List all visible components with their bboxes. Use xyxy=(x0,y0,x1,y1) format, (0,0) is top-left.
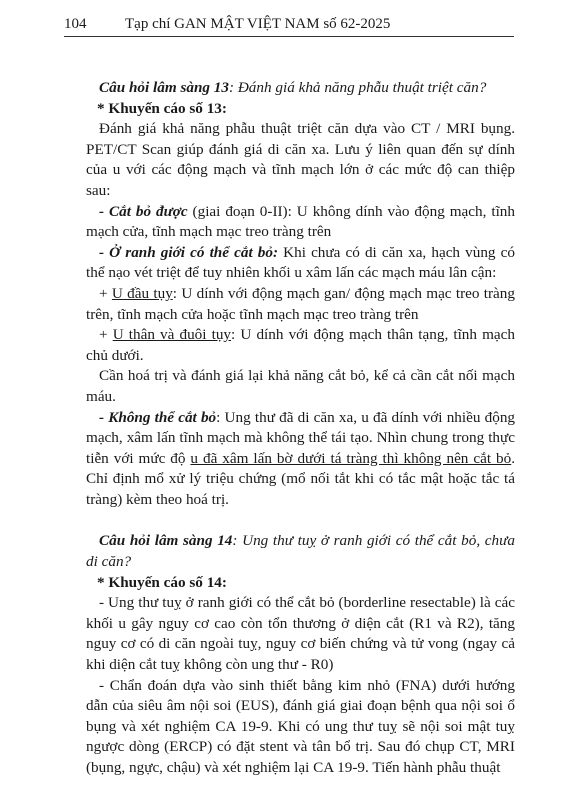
head-prefix: + xyxy=(99,284,112,302)
section-gap xyxy=(86,510,515,531)
head-label: U đầu tụy xyxy=(111,284,173,302)
unresectable-paragraph xyxy=(86,408,515,511)
borderline-paragraph xyxy=(86,243,515,284)
chemotherapy-paragraph: Cần hoá trị và đánh giá lại khả năng cắt bỏ, kể cả cần cắt nối mạch máu. xyxy=(86,367,515,405)
body-tail-label: U thân và đuôi tụy xyxy=(112,326,232,344)
running-header xyxy=(64,12,514,36)
borderline-label: - Ở ranh giới có thể cắt bỏ: xyxy=(99,243,279,261)
clinical-question-13 xyxy=(86,78,515,99)
page-number: 104 xyxy=(64,16,87,32)
head-text: : U dính với động mạch gan/ động mạch mạc treo tràng trên, tĩnh mạch cửa hoặc tĩnh mạch mạc treo tràng trên xyxy=(86,284,515,323)
resectable-paragraph xyxy=(86,202,515,243)
resectable-text: (giai đoạn 0-II): U không dính vào động mạch, tĩnh mạch cửa, tĩnh mạch mạc treo tràng trên xyxy=(86,202,515,241)
journal-title: Tạp chí GAN MẬT VIỆT NAM số 62-2025 xyxy=(125,16,391,32)
question-13-text: : Đánh giá khả năng phẫu thuật triệt căn? xyxy=(228,79,487,96)
recommendation-13-intro: Đánh giá khả năng phẫu thuật triệt căn dựa vào CT / MRI bụng. PET/CT Scan giúp đánh giá di căn xa. Lưu ý liên quan đến sự dính của u với các động mạch và tĩnh mạch lớn ở các mức độ can thiệp sau: xyxy=(86,120,515,199)
body-prefix: + xyxy=(99,326,113,344)
pancreatic-body-tail-paragraph xyxy=(86,325,515,366)
article-body xyxy=(86,78,515,779)
header-divider xyxy=(64,36,514,37)
borderline-text: Khi chưa có di căn xa, hạch vùng có thể nạo vét triệt để tuy nhiên khối u xâm lấn các mạch máu lân cận: xyxy=(86,243,515,282)
recommendation-14-heading: * Khuyến cáo số 14: xyxy=(97,573,227,591)
resectable-label: - Cắt bỏ được xyxy=(99,202,188,220)
unresectable-underlined: u đã xâm lấn bờ dưới tá tràng thì không nên cắt bỏ xyxy=(190,449,512,467)
question-14-label: Câu hỏi lâm sàng 14 xyxy=(99,532,233,550)
recommendation-13-heading: * Khuyến cáo số 13: xyxy=(97,99,227,117)
unresectable-text-2: . Chỉ định mổ xử lý triệu chứng (mổ nối tắt khi có tắc mật hoặc tắc tá tràng) kèm theo hoá trị. xyxy=(86,449,515,508)
unresectable-text-1: : Ung thư đã di căn xa, u đã dính với nhiều động mạch, xâm lấn tĩnh mạch mà không thể tái tạo. Nhìn chung trong thực tiễn với mức độ xyxy=(86,408,516,467)
question-13-label: Câu hỏi lâm sàng 13 xyxy=(99,79,229,96)
borderline-definition-paragraph: - Ung thư tuỵ ở ranh giới có thể cắt bỏ (borderline resectable) là các khối u gây nguy cơ cao còn tổn thương ở diện cắt (R1 và R2), tăng nguy cơ có di căn ngoài tuỵ, nguy cơ biến chứng và tử vong (ngay cả khi diện cắt tuỵ không còn ung thư - R0) xyxy=(86,594,515,674)
unresectable-label: - Không thể cắt bỏ xyxy=(99,408,217,426)
pancreatic-head-paragraph xyxy=(86,284,515,325)
diagnosis-paragraph: - Chẩn đoán dựa vào sinh thiết bằng kim nhỏ (FNA) dưới hướng dẫn của siêu âm nội soi (EUS), đánh giá giai đoạn bệnh qua nội soi ổ bụng và xét nghiệm CA 19-9. Khi có ung thư tuỵ sẽ nội soi mật tuỵ ngược dòng (ERCP) có đặt stent và tân bổ trị. Sau đó chụp CT, MRI (bụng, ngực, chậu) và xét nghiệm lại CA 19-9. Tiến hành phẫu thuật xyxy=(86,676,515,776)
clinical-question-14 xyxy=(86,531,515,572)
body-tail-text: : U dính với động mạch thân tạng, tĩnh mạch chủ dưới. xyxy=(86,326,516,364)
question-14-text: : Ung thư tuỵ ở ranh giới có thể cắt bỏ, chưa di căn? xyxy=(86,532,515,571)
